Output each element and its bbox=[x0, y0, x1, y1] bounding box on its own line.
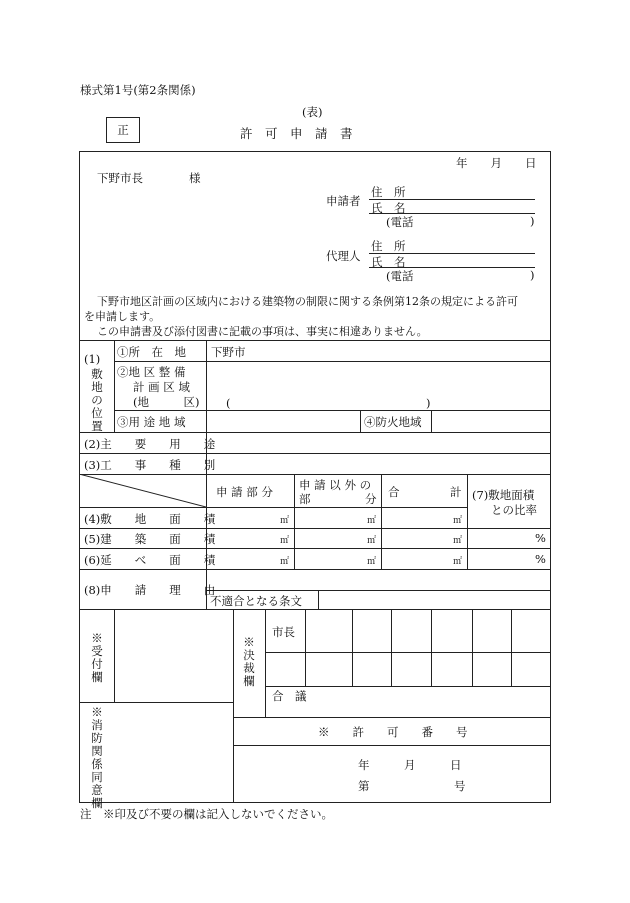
col-total-a: 合 bbox=[388, 485, 400, 499]
col-ratio-line1: (7)敷地面積 bbox=[472, 488, 535, 502]
unit-percent: % bbox=[535, 552, 546, 566]
agent-name-label: 氏 名 bbox=[371, 255, 406, 269]
use-zone-label: ③用 途 地 域 bbox=[117, 415, 186, 429]
unit-sqm: ㎡ bbox=[453, 557, 463, 567]
district-label-1: ②地 区 整 備 bbox=[117, 365, 186, 379]
agent-address-label: 住 所 bbox=[371, 239, 406, 253]
applicant-label: 申請者 bbox=[326, 194, 361, 208]
unit-sqm: ㎡ bbox=[367, 557, 377, 567]
col-other-line2a: 部 bbox=[299, 492, 311, 506]
statement-line-1b: を申請します。 bbox=[84, 310, 161, 323]
unit-sqm: ㎡ bbox=[280, 557, 290, 567]
diagonal-header-cell bbox=[79, 474, 206, 507]
unit-sqm: ㎡ bbox=[280, 536, 290, 546]
col-applied: 申 請 部 分 bbox=[216, 485, 273, 499]
footnote: 注 ※印及び不要の欄は記入しないでください。 bbox=[80, 807, 333, 821]
page-title: 許 可 申 請 書 bbox=[240, 126, 353, 141]
site-section-number: (1) bbox=[84, 352, 101, 366]
district-paren-open: ( bbox=[226, 396, 231, 410]
row-site-area: (4)敷 地 面 積 bbox=[84, 512, 216, 526]
form-number: 様式第1号(第2条関係) bbox=[80, 83, 196, 97]
statement-line-2: この申請書及び添付図書に記載の事項は、事実に相違ありません。 bbox=[97, 325, 428, 338]
unit-percent: % bbox=[535, 531, 546, 545]
applicant-phone-close: ) bbox=[530, 214, 535, 228]
original-copy-seal: 正 bbox=[106, 117, 140, 143]
col-other-line2b: 分 bbox=[365, 492, 377, 506]
permit-date: 年 月 日 bbox=[358, 758, 462, 772]
unit-sqm: ㎡ bbox=[280, 516, 290, 526]
permit-no-prefix: 第 bbox=[358, 779, 370, 793]
side-indicator: (表) bbox=[302, 105, 323, 119]
permit-number-label: ※ 許 可 番 号 bbox=[318, 725, 468, 739]
mayor-label: 市長 bbox=[272, 625, 295, 639]
unit-sqm: ㎡ bbox=[367, 516, 377, 526]
site-section-label: 敷地の位置 bbox=[91, 367, 103, 433]
district-paren-close: ) bbox=[426, 396, 431, 410]
reason-label: (8)申 請 理 由 bbox=[84, 583, 216, 597]
fire-zone-label: ④防火地域 bbox=[364, 415, 422, 429]
nonconforming-label: 不適合となる条文 bbox=[210, 594, 302, 608]
agent-phone-label: (電話 bbox=[386, 269, 414, 283]
permit-no-suffix: 号 bbox=[454, 779, 466, 793]
main-use-label: (2)主 要 用 途 bbox=[84, 437, 216, 451]
unit-sqm: ㎡ bbox=[453, 536, 463, 546]
applicant-phone-label: (電話 bbox=[386, 215, 414, 229]
fire-consent-label: ※消防関係同意欄 bbox=[91, 705, 103, 810]
council-label: 合 議 bbox=[272, 689, 307, 703]
agent-label: 代理人 bbox=[326, 249, 361, 263]
row-building-area: (5)建 築 面 積 bbox=[84, 532, 216, 546]
unit-sqm: ㎡ bbox=[453, 516, 463, 526]
reception-label: ※受付欄 bbox=[91, 631, 103, 684]
applicant-name-label: 氏 名 bbox=[371, 201, 406, 215]
col-total-b: 計 bbox=[450, 485, 462, 499]
col-ratio-line2: との比率 bbox=[491, 503, 537, 517]
unit-sqm: ㎡ bbox=[367, 536, 377, 546]
work-type-label: (3)工 事 種 別 bbox=[84, 458, 216, 472]
agent-phone-close: ) bbox=[530, 268, 535, 282]
location-value: 下野市 bbox=[211, 345, 246, 359]
date-line: 年 月 日 bbox=[456, 156, 537, 170]
district-label-3: (地 区) bbox=[133, 395, 200, 409]
col-other-line1: 申 請 以 外 の bbox=[299, 478, 372, 492]
addressee: 下野市長 様 bbox=[97, 171, 201, 185]
decision-label: ※決裁欄 bbox=[243, 635, 255, 688]
location-label: ①所 在 地 bbox=[117, 345, 186, 359]
row-floor-area: (6)延 べ 面 積 bbox=[84, 553, 216, 567]
applicant-address-label: 住 所 bbox=[371, 185, 406, 199]
statement-line-1: 下野市地区計画の区域内における建築物の制限に関する条例第12条の規定による許可 bbox=[97, 295, 518, 308]
district-label-2: 計 画 区 域 bbox=[133, 380, 190, 394]
